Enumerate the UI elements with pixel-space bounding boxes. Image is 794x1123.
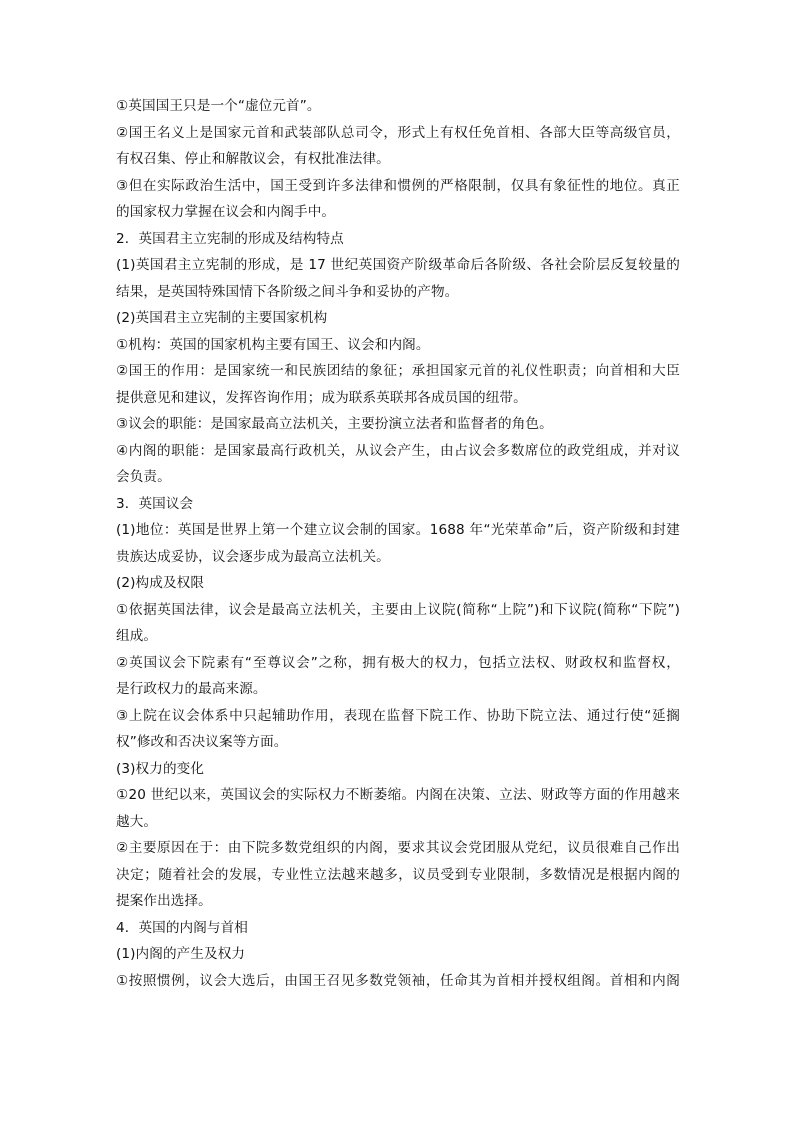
text-line: ②主要原因在于：由下院多数党组织的内阁，要求其议会党团服从党纪，议员很难自己作出 (116, 840, 680, 856)
text-line: 贵族达成妥协，议会逐步成为最高立法机关。 (116, 548, 390, 565)
text-line: ④内阁的职能：是国家最高行政机关，从议会产生，由占议会多数席位的政党组成，并对议 (116, 442, 680, 459)
text-line: 4．英国的内阁与首相 (116, 919, 248, 936)
text-line: 是行政权力的最高来源。 (116, 681, 267, 697)
text-line: ③上院在议会体系中只起辅助作用，表现在监督下院工作、协助下院立法、通过行使“延搁 (116, 707, 680, 724)
text-line: ②国王名义上是国家元首和武装部队总司令，形式上有权任免首相、各部大臣等高级官员， (116, 124, 680, 141)
text-line: 组成。 (116, 628, 158, 644)
text-line: (3)权力的变化 (116, 760, 205, 777)
text-line: (2)英国君主立宪制的主要国家机构 (116, 310, 328, 326)
text-line: ①机构：英国的国家机构主要有国王、议会和内阁。 (116, 336, 430, 353)
text-line: ①依据英国法律，议会是最高立法机关，主要由上议院(简称“上院”)和下议院(简称“下院”) (116, 601, 680, 618)
text-line: 会负责。 (116, 469, 171, 485)
text-line: ②国王的作用：是国家统一和民族团结的象征；承担国家元首的礼仪性职责；向首相和大臣 (116, 363, 680, 379)
text-line: (1)英国君主立宪制的形成，是 17 世纪英国资产阶级革命后各阶级、各社会阶层反复较量的 (116, 257, 680, 273)
text-line: ①20 世纪以来，英国议会的实际权力不断萎缩。内阁在决策、立法、财政等方面的作用越来 (116, 787, 680, 803)
text-line: (2)构成及权限 (116, 575, 205, 591)
text-line: 2．英国君主立宪制的形成及结构特点 (116, 230, 344, 247)
text-line: 决定；随着社会的发展，专业性立法越来越多，议员受到专业限制，多数情况是根据内阁的 (116, 866, 680, 883)
text-line: ①按照惯例，议会大选后，由国王召见多数党领袖，任命其为首相并授权组阁。首相和内阁 (116, 972, 680, 989)
text-line: 越大。 (116, 813, 158, 830)
text-line: 有权召集、停止和解散议会，有权批准法律。 (116, 151, 390, 167)
document-body (116, 93, 680, 994)
text-line: 结果，是英国特殊国情下各阶级之间斗争和妥协的产物。 (116, 283, 459, 300)
text-line: ③但在实际政治生活中，国王受到许多法律和惯例的严格限制，仅具有象征性的地位。真正 (116, 177, 680, 194)
text-line: 权”修改和否决议案等方面。 (116, 734, 288, 750)
text-line: ①英国国王只是一个“虚位元首”。 (116, 98, 321, 114)
text-line: 提供意见和建议，发挥咨询作用；成为联系英联邦各成员国的纽带。 (116, 389, 527, 406)
text-line: ②英国议会下院素有“至尊议会”之称，拥有极大的权力，包括立法权、财政权和监督权， (116, 654, 680, 671)
text-line: 提案作出选择。 (116, 893, 212, 909)
text-line: 的国家权力掌握在议会和内阁手中。 (116, 204, 336, 220)
text-line: 3．英国议会 (116, 495, 194, 512)
text-line: ③议会的职能：是国家最高立法机关，主要扮演立法者和监督者的角色。 (116, 416, 553, 432)
text-line: (1)内阁的产生及权力 (116, 946, 246, 962)
text-line: (1)地位：英国是世界上第一个建立议会制的国家。1688 年“光荣革命”后，资产阶级和封建 (116, 522, 680, 538)
